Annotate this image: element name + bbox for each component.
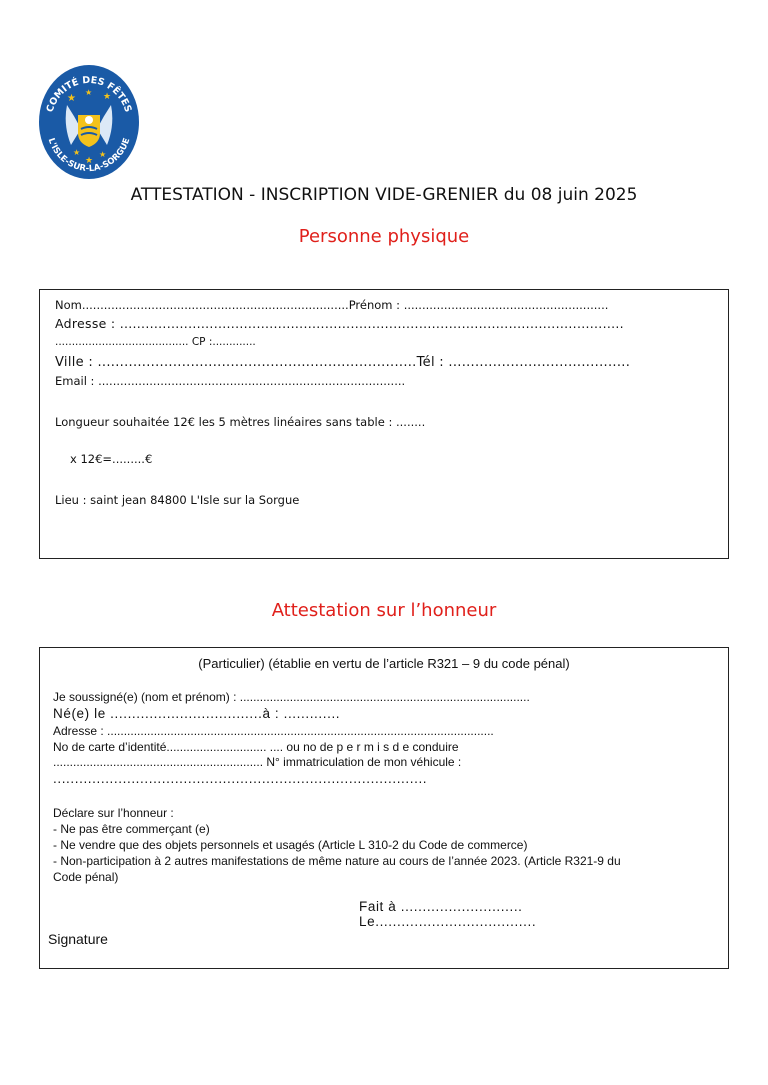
- logo-top-text: COMITÉ DES FÊTES: [44, 74, 134, 114]
- lieu-text: Lieu : saint jean 84800 L'Isle sur la Sorgue: [55, 493, 300, 507]
- immatriculation-field[interactable]: ............................................................... N° immatriculation de mon véhicule :: [53, 755, 462, 769]
- attestation-intro: (Particulier) (établie en vertu de l’article R321 – 9 du code pénal): [198, 656, 570, 671]
- date-le-field[interactable]: Le.....................................: [359, 914, 537, 929]
- calcul-field[interactable]: x 12€=.........€: [70, 452, 153, 466]
- declaration-item-2: - Ne vendre que des objets personnels et usagés (Article L 310-2 du Code de commerce): [53, 838, 528, 852]
- signature-label: Signature: [48, 931, 108, 947]
- longueur-field[interactable]: Longueur souhaitée 12€ les 5 mètres linéaires sans table : ........: [55, 415, 426, 429]
- logo-emblem: [37, 63, 141, 181]
- cp-field[interactable]: ........................................ CP :.............: [55, 336, 256, 348]
- adresse-attestation-field[interactable]: Adresse : ....................................................................................................................: [53, 724, 494, 738]
- adresse-field[interactable]: Adresse : ......................................................................................................................: [55, 316, 624, 331]
- carte-identite-field[interactable]: No de carte d’identité.............................. .... ou no de p e r m i s d e conduire: [53, 740, 459, 754]
- naissance-field[interactable]: Né(e) le ...................................à : .............: [53, 706, 341, 721]
- svg-text:★: ★: [85, 156, 94, 166]
- logo-bottom-text: L'ISLE-SUR-LA-SORGUE: [45, 136, 133, 175]
- declaration-item-3: - Non-participation à 2 autres manifestations de même nature au cours de l’année 2023. (Article R321-9 du: [53, 854, 621, 868]
- logo: [37, 63, 141, 181]
- declare-heading: Déclare sur l’honneur :: [53, 806, 174, 820]
- page-title: ATTESTATION - INSCRIPTION VIDE-GRENIER du 08 juin 2025: [130, 185, 638, 205]
- section-heading-personne-physique: Personne physique: [298, 226, 470, 247]
- declaration-item-1: - Ne pas être commerçant (e): [53, 822, 210, 836]
- ville-tel-field[interactable]: Ville : ........................................................................Tél : .........................................: [55, 355, 631, 370]
- email-field[interactable]: Email : ....................................................................................: [55, 374, 406, 388]
- svg-text:★: ★: [99, 150, 107, 159]
- nom-prenom-field[interactable]: Nom.........................................................................Prénom : ........................................................: [55, 298, 609, 312]
- fait-a-field[interactable]: Fait à ............................: [359, 899, 523, 914]
- dotted-line[interactable]: ......................................................................................: [53, 771, 428, 786]
- declaration-item-4: Code pénal): [53, 870, 119, 884]
- section-heading-attestation: Attestation sur l’honneur: [271, 600, 497, 621]
- svg-text:★: ★: [103, 92, 112, 102]
- svg-text:★: ★: [73, 148, 81, 157]
- svg-text:★: ★: [67, 93, 76, 104]
- soussigne-field[interactable]: Je soussigné(e) (nom et prénom) : .......................................................................................: [53, 690, 530, 704]
- svg-text:★: ★: [85, 88, 93, 97]
